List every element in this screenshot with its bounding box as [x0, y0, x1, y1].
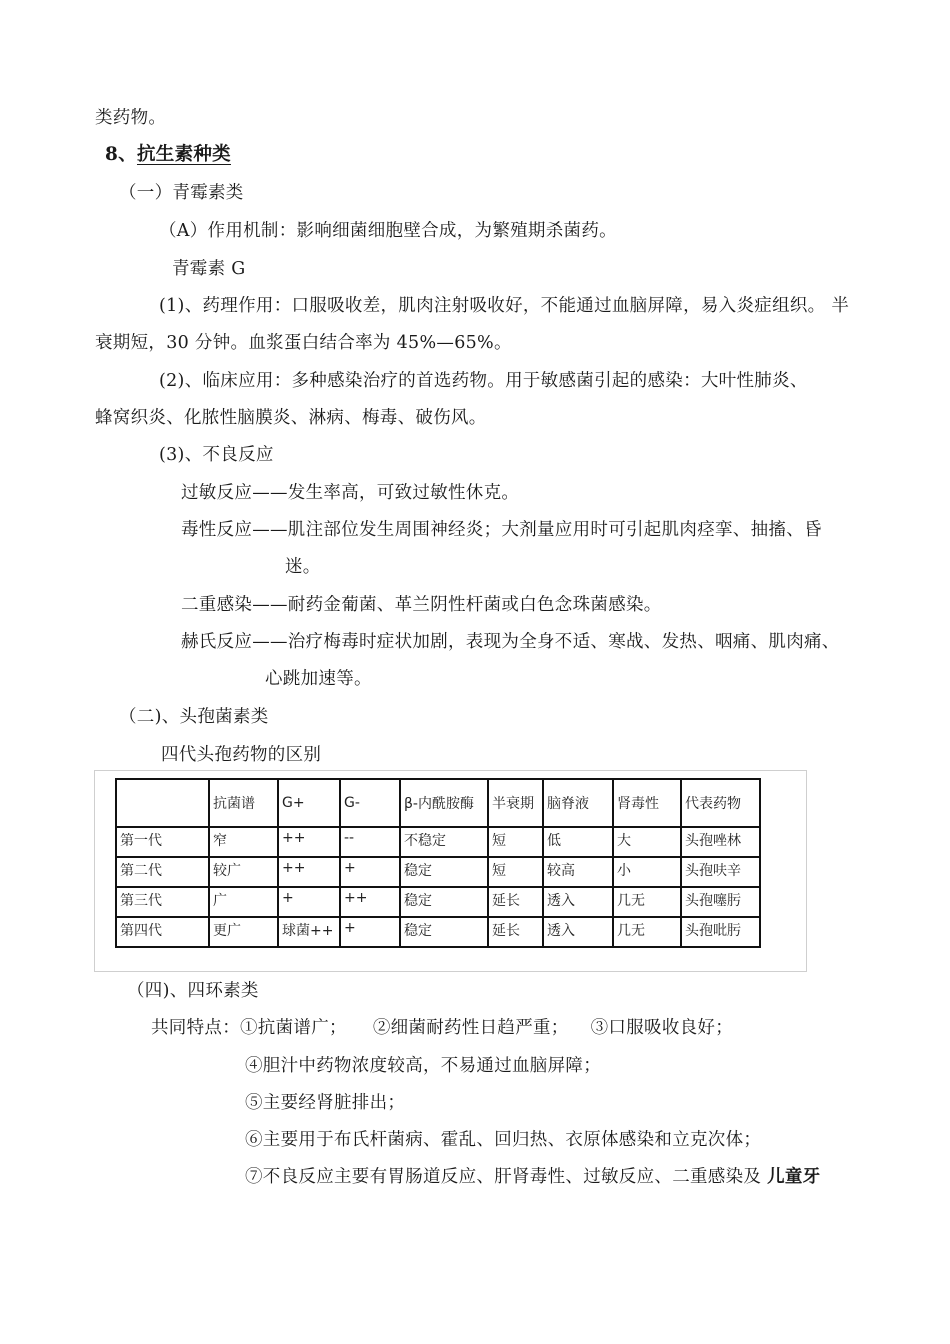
- table-cell: 头孢噻肟: [681, 887, 760, 917]
- pharmacology-text-1: (1)、药理作用：口服吸收差，肌肉注射吸收好，不能通过血脑屏障，易入炎症组织。 半: [159, 296, 850, 316]
- header-cell: 半衰期: [488, 779, 543, 827]
- table-cell: 较广: [209, 857, 278, 887]
- header-cell: G+: [278, 779, 340, 827]
- common-features-label: 共同特点：: [151, 1018, 240, 1038]
- reaction-allergy: 过敏反应——发生率高，可致过敏性休克。: [181, 483, 520, 503]
- feature-4: ④胆汁中药物浓度较高，不易通过血脑屏障；: [245, 1056, 601, 1076]
- table-cell: 头孢吡肟: [681, 917, 760, 947]
- feature-6: ⑥主要用于布氏杆菌病、霍乱、回归热、衣原体感染和立克次体；: [245, 1130, 762, 1150]
- subsection-cephalosporin: （二)、头孢菌素类: [119, 707, 269, 727]
- section-heading-8: [105, 144, 231, 166]
- table-cell: 延长: [488, 917, 543, 947]
- cephalosporin-table: [115, 778, 761, 948]
- reaction-herxheimer-1: 赫氏反应——治疗梅毒时症状加剧，表现为全身不适、寒战、发热、咽痛、肌肉痛、: [181, 632, 840, 652]
- table-cell: 透入: [543, 887, 613, 917]
- clinical-use-text-1: (2)、临床应用：多种感染治疗的首选药物。用于敏感菌引起的感染：大叶性肺炎、: [159, 371, 808, 391]
- table-header-row: [116, 779, 760, 827]
- reaction-superinfection: 二重感染——耐药金葡菌、革兰阴性杆菌或白色念珠菌感染。: [181, 595, 662, 615]
- table-cell: ++: [340, 887, 400, 917]
- header-cell: G-: [340, 779, 400, 827]
- feature-2: ②细菌耐药性日趋严重；: [372, 1018, 569, 1038]
- feature-7: ⑦不良反应主要有胃肠道反应、肝肾毒性、过敏反应、二重感染及: [245, 1167, 762, 1187]
- continuation-text: 类药物。: [95, 108, 167, 128]
- table-cell: 头孢呋辛: [681, 857, 760, 887]
- table-caption: 四代头孢药物的区别: [161, 745, 322, 765]
- table-row: [116, 827, 760, 857]
- table-cell: +: [278, 887, 340, 917]
- table-cell: 短: [488, 827, 543, 857]
- table-cell: 大: [613, 827, 681, 857]
- table-cell: --: [340, 827, 400, 857]
- reaction-herxheimer-2: 心跳加速等。: [265, 669, 372, 689]
- table-cell: 不稳定: [400, 827, 488, 857]
- header-cell: 肾毒性: [613, 779, 681, 827]
- table-cell: ++: [278, 857, 340, 887]
- header-cell: 脑脊液: [543, 779, 613, 827]
- table-cell: 稳定: [400, 917, 488, 947]
- clinical-use-text-2: 蜂窝织炎、化脓性脑膜炎、淋病、梅毒、破伤风。: [95, 408, 487, 428]
- section-number: 8、: [105, 144, 137, 165]
- common-features-row: [151, 1017, 733, 1039]
- table-cell: 低: [543, 827, 613, 857]
- penicillin-g-label: 青霉素 G: [172, 259, 246, 279]
- table-cell: 较高: [543, 857, 613, 887]
- header-cell: 抗菌谱: [209, 779, 278, 827]
- table-cell: 短: [488, 857, 543, 887]
- table-row: [116, 917, 760, 947]
- table-row: [116, 857, 760, 887]
- reaction-toxicity-2: 迷。: [285, 557, 321, 577]
- table-cell: 延长: [488, 887, 543, 917]
- reaction-toxicity-1: 毒性反应——肌注部位发生周围神经炎；大剂量应用时可引起肌肉痉挛、抽搐、昏: [181, 520, 822, 540]
- table-cell: 第一代: [116, 827, 209, 857]
- table-row: [116, 887, 760, 917]
- header-cell: β-内酰胺酶: [400, 779, 488, 827]
- feature-7-bold: 儿童牙: [767, 1167, 821, 1187]
- feature-1: ①抗菌谱广；: [240, 1018, 347, 1038]
- pharmacology-text-2: 衰期短，30 分钟。血浆蛋白结合率为 45%—65%。: [95, 333, 512, 353]
- table-cell: 球菌++: [278, 917, 340, 947]
- header-cell: 代表药物: [681, 779, 760, 827]
- table-cell: 几无: [613, 917, 681, 947]
- table-cell: 第二代: [116, 857, 209, 887]
- header-cell: [116, 779, 209, 827]
- table-cell: ++: [278, 827, 340, 857]
- table-cell: 第四代: [116, 917, 209, 947]
- table-cell: 透入: [543, 917, 613, 947]
- table-cell: 窄: [209, 827, 278, 857]
- table-cell: 更广: [209, 917, 278, 947]
- table-cell: +: [340, 857, 400, 887]
- feature-3: ③口服吸收良好；: [590, 1018, 734, 1038]
- subsection-tetracycline: （四)、四环素类: [127, 981, 259, 1001]
- table-cell: 第三代: [116, 887, 209, 917]
- table-cell: 小: [613, 857, 681, 887]
- table-cell: 稳定: [400, 887, 488, 917]
- table-cell: 头孢唑林: [681, 827, 760, 857]
- table-cell: 稳定: [400, 857, 488, 887]
- table-cell: 广: [209, 887, 278, 917]
- section-title: 抗生素种类: [136, 144, 231, 165]
- adverse-reactions-heading: (3)、不良反应: [159, 445, 274, 465]
- subsection-penicillin: （一）青霉素类: [119, 183, 244, 203]
- feature-5: ⑤主要经肾脏排出；: [245, 1093, 406, 1113]
- feature-7-row: [245, 1166, 820, 1188]
- table-cell: 几无: [613, 887, 681, 917]
- table-cell: +: [340, 917, 400, 947]
- mechanism-text: （A）作用机制：影响细菌细胞壁合成，为繁殖期杀菌药。: [159, 221, 617, 241]
